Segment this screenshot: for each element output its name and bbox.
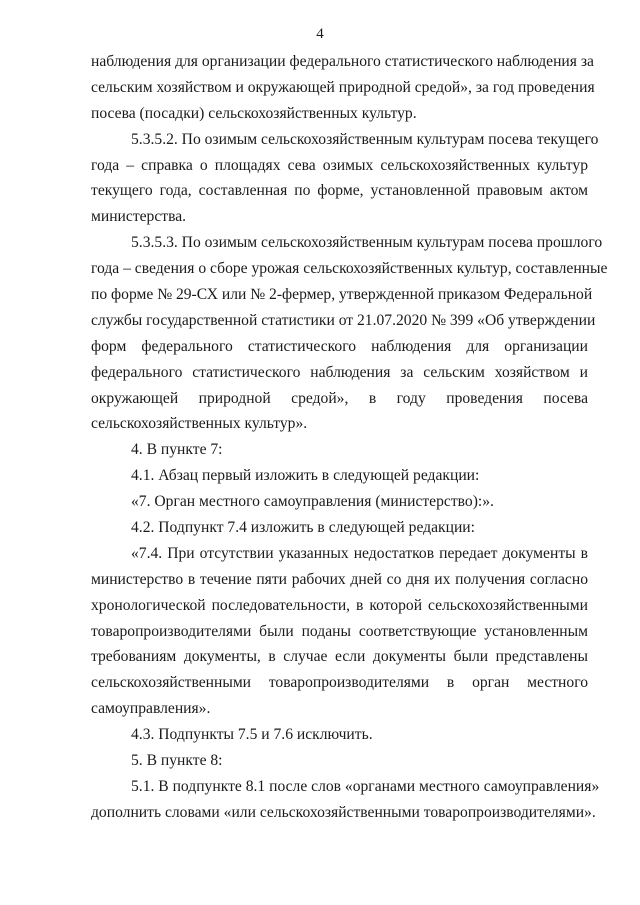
paragraph-4-2: 4.2. Подпункт 7.4 изложить в следующей редакции:	[131, 519, 475, 537]
text-line: министерства.	[91, 208, 187, 226]
text-line: хронологической последовательности, в которой сельскохозяйственными	[91, 596, 588, 614]
text-line: года – справка о площадях сева озимых сельскохозяйственных культур	[91, 156, 588, 174]
text-line: министерство в течение пяти рабочих дней со дня их получения согласно	[91, 570, 588, 588]
paragraph-item-4: 4. В пункте 7:	[131, 441, 223, 459]
text-line: сельскохозяйственных культур».	[91, 415, 308, 433]
text-line: года – сведения о сборе урожая сельскохозяйственных культур, составленные	[91, 260, 608, 278]
text-line: текущего года, составленная по форме, установленной правовым актом	[91, 182, 588, 200]
text-line: службы государственной статистики от 21.07.2020 № 399 «Об утверждении	[91, 311, 596, 329]
paragraph-quote-7-4: «7.4. При отсутствии указанных недостатков передает документы в	[131, 544, 588, 562]
text-line: дополнить словами «или сельскохозяйственными товаропроизводителями».	[91, 803, 596, 821]
page-number: 4	[316, 26, 324, 42]
paragraph-item-5: 5. В пункте 8:	[131, 752, 223, 770]
text-line: окружающей природной средой», в году проведения посева	[91, 389, 588, 407]
text-line: сельскохозяйственными товаропроизводителями в орган местного	[91, 674, 588, 692]
text-line: сельским хозяйством и окружающей природной средой», за год проведения	[91, 78, 595, 96]
document-body	[91, 49, 608, 826]
paragraph-5-3-5-2: 5.3.5.2. По озимым сельскохозяйственным культурам посева текущего	[131, 130, 599, 148]
paragraph-5-1: 5.1. В подпункте 8.1 после слов «органами местного самоуправления»	[131, 777, 600, 795]
text-line: по форме № 29-СХ или № 2-фермер, утвержденной приказом Федеральной	[91, 286, 593, 304]
paragraph-5-3-5-3: 5.3.5.3. По озимым сельскохозяйственным культурам посева прошлого	[131, 234, 603, 252]
text-line: федерального статистического наблюдения за сельским хозяйством и	[91, 363, 588, 381]
text-line: требованиям документы, в случае если документы были представлены	[91, 648, 588, 666]
text-line: посева (посадки) сельскохозяйственных культур.	[91, 104, 417, 122]
paragraph-quote-7: «7. Орган местного самоуправления (министерство):».	[131, 493, 494, 511]
paragraph-4-1: 4.1. Абзац первый изложить в следующей редакции:	[131, 467, 480, 485]
paragraph-4-3: 4.3. Подпункты 7.5 и 7.6 исключить.	[131, 726, 373, 744]
text-line: самоуправления».	[91, 700, 211, 718]
text-line: форм федерального статистического наблюдения для организации	[91, 337, 588, 355]
text-line: товаропроизводителями были поданы соответствующие установленным	[91, 622, 588, 640]
text-line: наблюдения для организации федерального статистического наблюдения за	[91, 53, 594, 70]
